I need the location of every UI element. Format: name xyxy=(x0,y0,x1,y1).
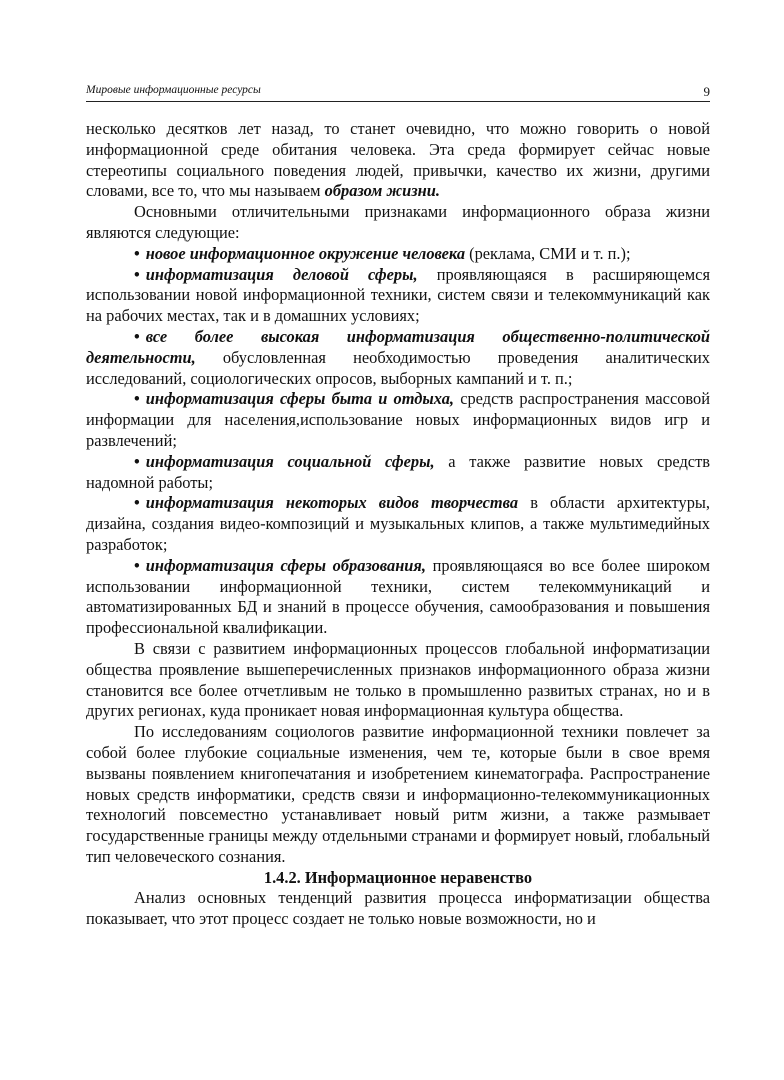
paragraph-2: Основными отличительными признаками информационного образа жизни являются следующие: xyxy=(86,202,710,242)
bullet-item: • информатизация некоторых видов творчества в области архитектуры, дизайна, создания видео-композиций и музыкальных клипов, а также мультимедийных разработок; xyxy=(86,493,710,554)
bullet-item: • информатизация сферы быта и отдыха, средств распространения массовой информации для населения,использование новых информационных видов игр и развлечений; xyxy=(86,389,711,450)
bullet-icon: • xyxy=(134,493,140,513)
header-rule xyxy=(86,101,710,102)
bullet-icon: • xyxy=(134,264,140,284)
page-number: 9 xyxy=(703,84,710,99)
paragraph-4: По исследованиям социологов развитие информационной техники повлечет за собой более глубокие социальные изменения, чем те, которые были в свое время вызваны появлением книгопечатания и изобретением кинематографа. Распространение новых средств информатики, средств связи и информационно-телекоммуникационных технологий повсеместно устанавливает новый ритм жизни, а также размывает государственные границы между отдельными странами и формирует новый, глобальный тип человеческого сознания. xyxy=(86,722,710,866)
body-text xyxy=(86,119,710,930)
bullet-item: • новое информационное окружение человека (реклама, СМИ и т. п.); xyxy=(134,243,631,263)
bullet-icon: • xyxy=(134,555,140,575)
running-header xyxy=(86,84,710,99)
bullet-icon: • xyxy=(134,389,140,409)
bullet-item: • все более высокая информатизация общественно-политической деятельности, обусловленная необходимостью проведения аналитических исследований, социологических опросов, выборных кампаний и т. п.; xyxy=(86,326,710,388)
paragraph-1: несколько десятков лет назад, то станет очевидно, что можно говорить о новой информационной среде обитания человека. Эта среда формирует сейчас новые стереотипы социального поведения людей, привычки, качество их жизни, другими словами, все то, что мы называем образом жизни. xyxy=(86,119,710,201)
paragraph-3: В связи с развитием информационных процессов глобальной информатизации общества проявление вышеперечисленных признаков информационного образа жизни становится все более отчетливым не только в промышленно развитых странах, но и в других регионах, куда проникает новая информационная культура общества. xyxy=(86,638,710,721)
running-title: Мировые информационные ресурсы xyxy=(86,84,261,96)
bullet-icon: • xyxy=(134,243,140,263)
bullet-item: • информатизация деловой сферы, проявляющаяся в расширяющемся использовании новой информационной техники, систем связи и телекоммуникаций как на рабочих местах, так и в домашних условиях; xyxy=(86,264,710,326)
section-heading: 1.4.2. Информационное неравенство xyxy=(263,867,533,887)
bullet-item: • информатизация сферы образования, проявляющаяся во все более широком использовании информационной техники, систем телекоммуникаций и автоматизированных БД и знаний в процессе обучения, самообразования и повышения профессиональной квалификации. xyxy=(86,555,711,638)
bullet-icon: • xyxy=(134,326,140,346)
bullet-icon: • xyxy=(134,451,140,471)
paragraph-5: Анализ основных тенденций развития процесса информатизации общества показывает, что этот процесс создает не только новые возможности, но и xyxy=(86,888,710,929)
bullet-item: • информатизация социальной сферы, а также развитие новых средств надомной работы; xyxy=(86,451,710,492)
emphasis-text: образом жизни. xyxy=(324,181,440,201)
